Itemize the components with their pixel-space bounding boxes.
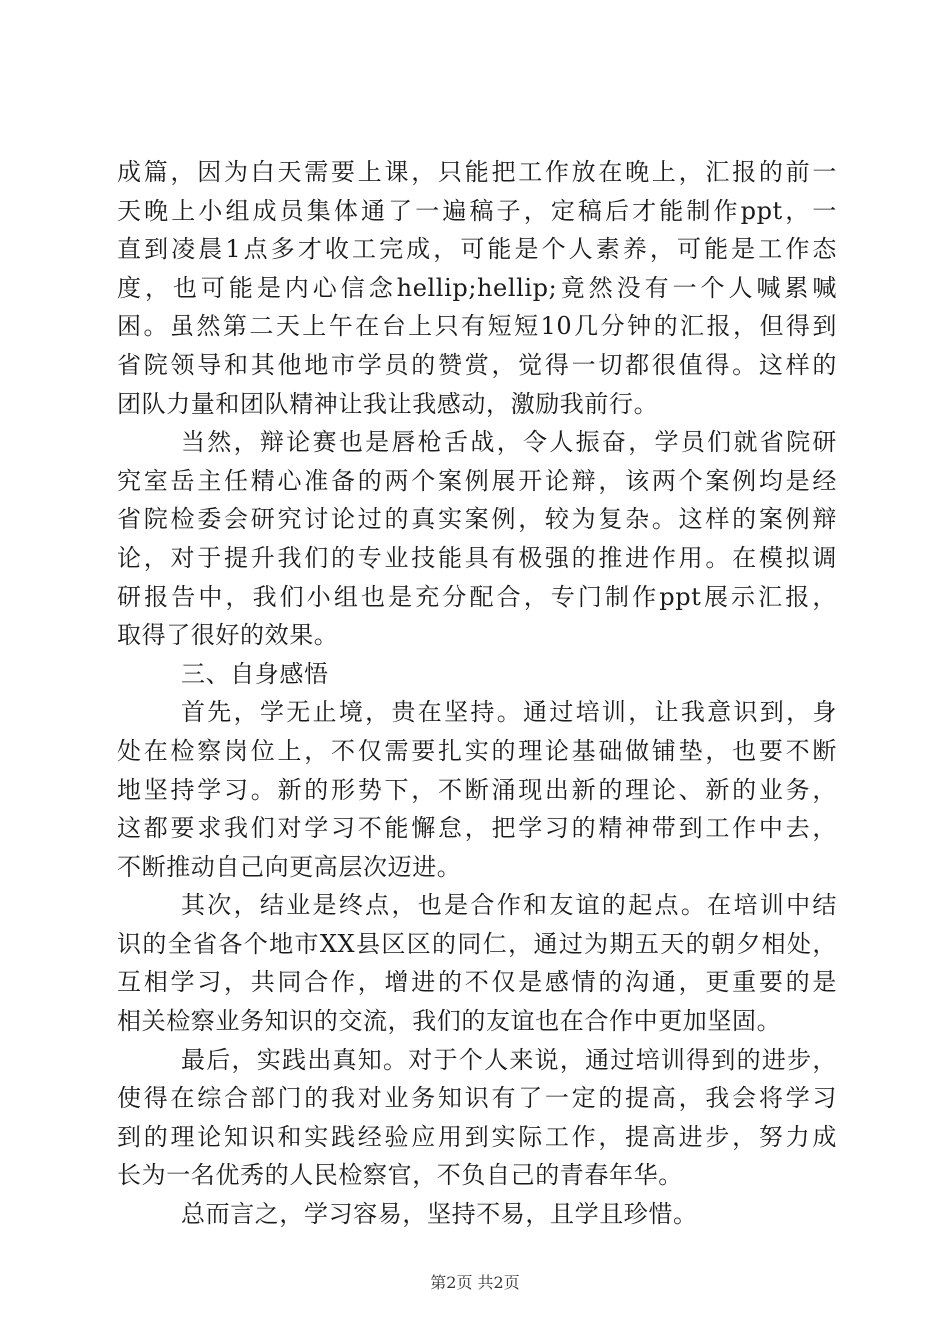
text-line: 研报告中，我们小组也是充分配合，专门制作ppt展示汇报，	[117, 582, 837, 611]
text-line: 到的理论知识和实践经验应用到实际工作，提高进步，努力成	[117, 1122, 837, 1151]
text-line: 直到凌晨1点多才收工完成，可能是个人素养，可能是工作态	[117, 235, 837, 264]
text-line: 度，也可能是内心信念hellip;hellip;竟然没有一个人喊累喊	[117, 273, 837, 302]
text-line: 取得了很好的效果。	[117, 621, 339, 650]
text-line: 论，对于提升我们的专业技能具有极强的推进作用。在模拟调	[117, 543, 837, 572]
text-line: 团队力量和团队精神让我让我感动，激励我前行。	[117, 389, 659, 418]
document-body	[117, 153, 837, 1234]
text-line: 处在检察岗位上，不仅需要扎实的理论基础做铺垫，也要不断	[117, 736, 837, 765]
text-line: 地坚持学习。新的形势下，不断涌现出新的理论、新的业务，	[117, 775, 837, 804]
text-line: 究室岳主任精心准备的两个案例展开论辩，该两个案例均是经	[117, 466, 837, 495]
text-line: 困。虽然第二天上午在台上只有短短10几分钟的汇报，但得到	[117, 312, 837, 341]
paragraph-first-line: 当然，辩论赛也是唇枪舌战，令人振奋，学员们就省院研	[181, 428, 837, 457]
text-line: 不断推动自己向更高层次迈进。	[117, 852, 462, 881]
text-line: 互相学习，共同合作，增进的不仅是感情的沟通，更重要的是	[117, 968, 837, 997]
section-heading: 三、自身感悟	[181, 659, 329, 688]
text-line: 省院检委会研究讨论过的真实案例，较为复杂。这样的案例辩	[117, 505, 837, 534]
text-line: 天晚上小组成员集体通了一遍稿子，定稿后才能制作ppt，一	[117, 196, 837, 225]
paragraph-first-line: 最后，实践出真知。对于个人来说，通过培训得到的进步，	[181, 1045, 837, 1074]
text-line: 识的全省各个地市XX县区区的同仁，通过为期五天的朝夕相处，	[117, 929, 837, 958]
text-line: 相关检察业务知识的交流，我们的友谊也在合作中更加坚固。	[117, 1007, 782, 1036]
text-line: 这都要求我们对学习不能懈怠，把学习的精神带到工作中去，	[117, 814, 837, 843]
text-line: 成篇，因为白天需要上课，只能把工作放在晚上，汇报的前一	[117, 158, 837, 186]
paragraph-first-line: 其次，结业是终点，也是合作和友谊的起点。在培训中结	[181, 891, 837, 920]
page-number-footer: 第2页 共2页	[430, 1273, 520, 1292]
text-line: 长为一名优秀的人民检察官，不负自己的青春年华。	[117, 1161, 683, 1190]
paragraph-first-line: 首先，学无止境，贵在坚持。通过培训，让我意识到，身	[181, 698, 837, 727]
text-line: 省院领导和其他地市学员的赞赏，觉得一切都很值得。这样的	[117, 350, 837, 379]
text-line: 使得在综合部门的我对业务知识有了一定的提高，我会将学习	[117, 1084, 837, 1113]
paragraph-first-line: 总而言之，学习容易，坚持不易，且学且珍惜。	[181, 1200, 698, 1229]
